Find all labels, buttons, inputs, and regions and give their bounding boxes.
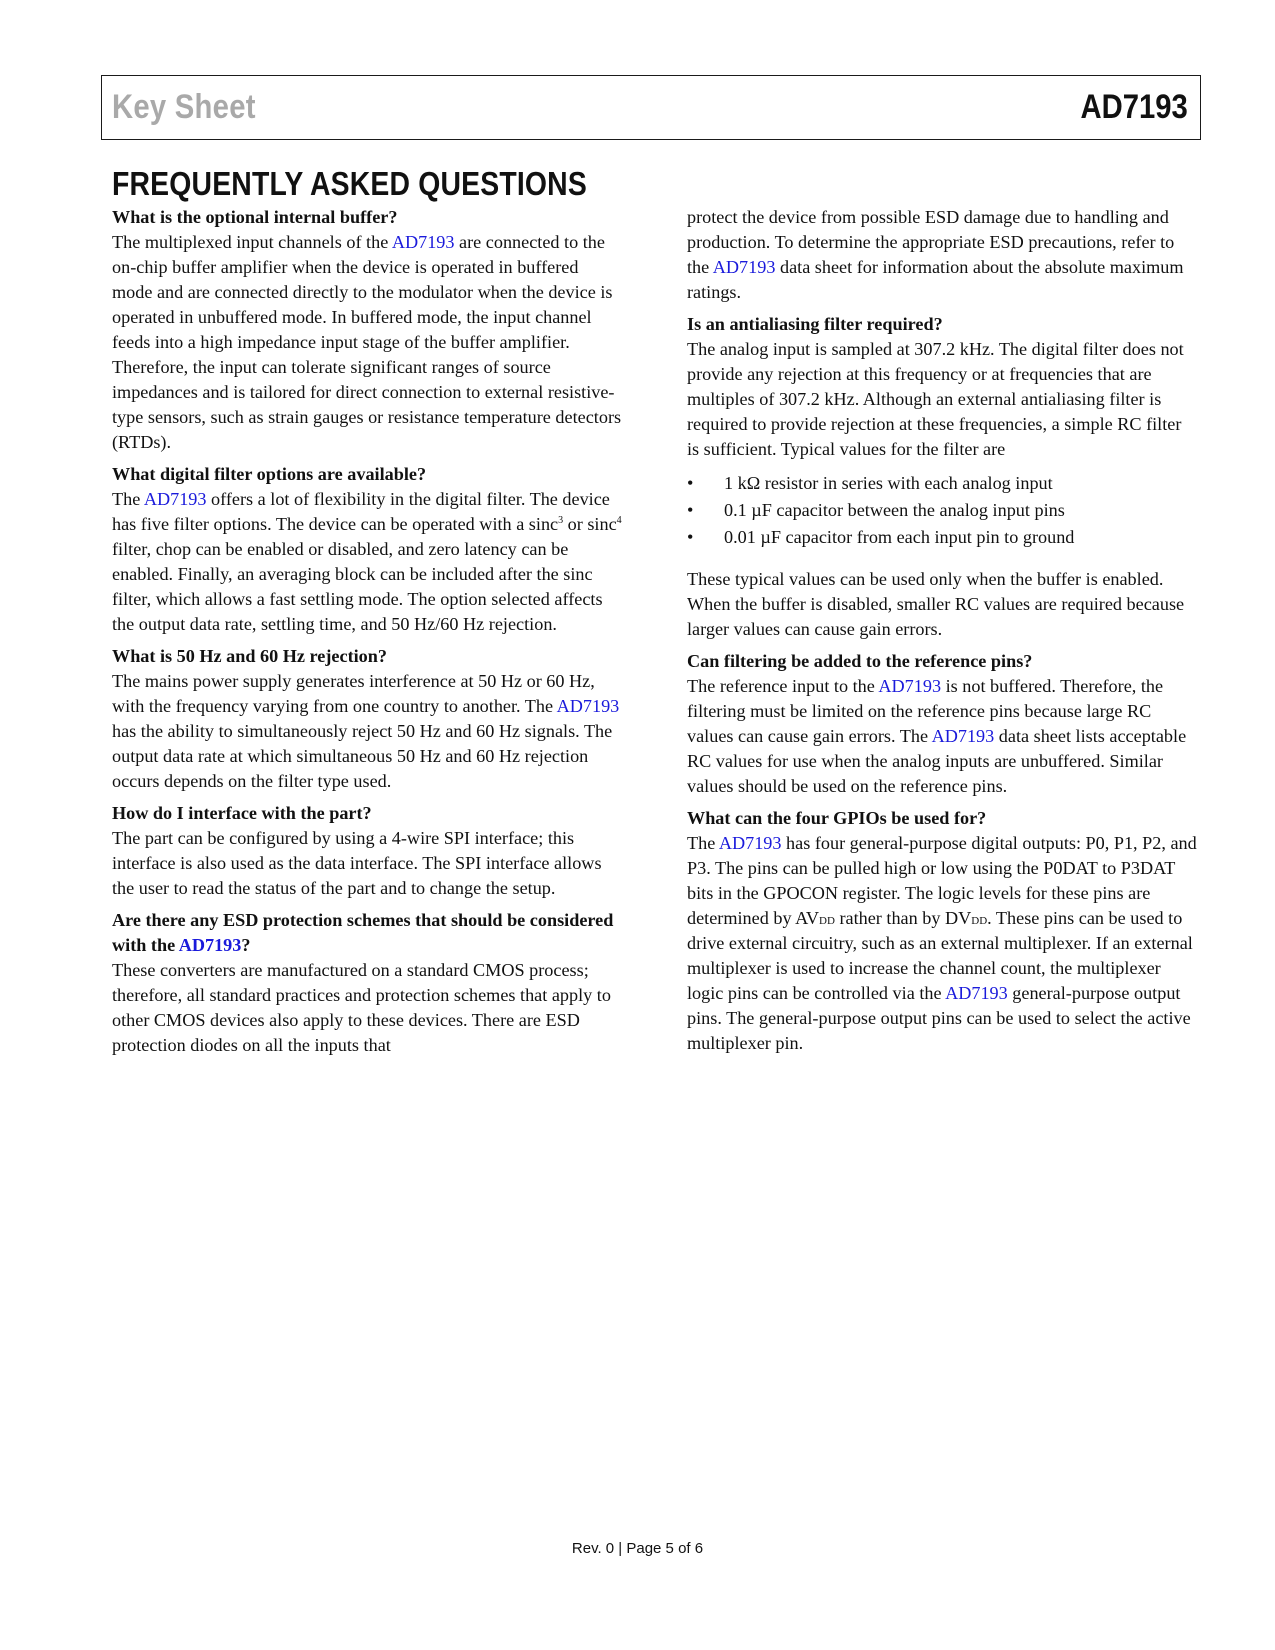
faq-question-reference: Can filtering be added to the reference pins? <box>687 651 1033 671</box>
list-item: • 1 kΩ resistor in series with each analog input <box>687 470 1197 497</box>
section-title: FREQUENTLY ASKED QUESTIONS <box>112 165 587 202</box>
faq-answer-esd-part2: protect the device from possible ESD damage due to handling and production. To determine the appropriate ESD precautions, refer to the AD7193 data sheet for information about the absolute maximum ratings. <box>687 207 1184 302</box>
list-item: • 0.01 µF capacitor from each input pin to ground <box>687 524 1197 551</box>
faq-answer-rejection: The mains power supply generates interference at 50 Hz or 60 Hz, with the frequency varying from one country to another. The AD7193 has the ability to simultaneously reject 50 Hz and 60 Hz signals. The output data rate at which simultaneous 50 Hz and 60 Hz rejection occurs depends on the filter type used. <box>112 671 620 791</box>
faq-question-esd: Are there any ESD protection schemes that should be considered with the AD7193? <box>112 910 614 955</box>
faq-question-antialiasing: Is an antialiasing filter required? <box>687 314 943 334</box>
faq-answer-antialiasing-note: These typical values can be used only when the buffer is enabled. When the buffer is disabled, smaller RC values are required because larger values can cause gain errors. <box>687 569 1185 639</box>
faq-question-filter: What digital filter options are available? <box>112 464 427 484</box>
faq-answer-interface: The part can be configured by using a 4-wire SPI interface; this interface is also used as the data interface. The SPI interface allows the user to read the status of the part and to change the setup. <box>112 828 602 898</box>
right-column <box>687 205 1197 1063</box>
bullet-icon: • <box>687 527 694 547</box>
ad7193-link[interactable]: AD7193 <box>718 833 782 853</box>
header-left-title: Key Sheet <box>112 88 256 126</box>
ad7193-link[interactable]: AD7193 <box>143 489 207 509</box>
faq-question-interface: How do I interface with the part? <box>112 803 372 823</box>
faq-answer-filter: The AD7193 offers a lot of flexibility in the digital filter. The device has five filter options. The device can be operated with a sinc$^3$ or sinc$^4$ filter, chop can be enabled or disabled, and zero latency can be enabled. Finally, an averaging block can be included after the sinc filter, which allows a fast settling mode. The option selected affects the output data rate, settling time, and 50 Hz/60 Hz rejection. <box>112 489 622 634</box>
page-footer: Rev. 0 | Page 5 of 6 <box>571 1540 704 1557</box>
left-column <box>112 205 622 1065</box>
bullet-icon: • <box>687 473 694 493</box>
faq-answer-reference: The reference input to the AD7193 is not buffered. Therefore, the filtering must be limited on the reference pins because large RC values can cause gain errors. The AD7193 data sheet lists acceptable RC values for use when the analog inputs are unbuffered. Similar values should be used on the reference pins. <box>687 676 1187 796</box>
header-part-number: AD7193 <box>1080 88 1188 126</box>
faq-answer-antialiasing: The analog input is sampled at 307.2 kHz. The digital filter does not provide any rejection at this frequency or at frequencies that are multiples of 307.2 kHz. Although an external antialiasing filter is required to provide rejection at these frequencies, a simple RC filter is sufficient. Typical values for the filter are <box>687 339 1184 459</box>
header-bar <box>101 75 1201 140</box>
ad7193-link[interactable]: AD7193 <box>712 257 776 277</box>
ad7193-link[interactable]: AD7193 <box>556 696 620 716</box>
ad7193-link[interactable]: AD7193 <box>178 935 242 955</box>
faq-answer-gpio: The AD7193 has four general-purpose digital outputs: P0, P1, P2, and P3. The pins can be pulled high or low using the P0DAT to P3DAT bits in the GPOCON register. The logic levels for these pins are determined by AVDD rather than by DVDD. These pins can be used to drive external circuitry, such as an external multiplexer. If an external multiplexer is used to increase the channel count, the multiplexer logic pins can be controlled via the AD7193 general-purpose output pins. The general-purpose output pins can be used to select the active multiplexer pin. <box>687 833 1197 1053</box>
faq-answer-buffer: The multiplexed input channels of the AD7193 are connected to the on-chip buffer amplifier when the device is operated in buffered mode and are connected directly to the modulator when the device is operated in unbuffered mode. In buffered mode, the input channel feeds into a high impedance input stage of the buffer amplifier. Therefore, the input can tolerate significant ranges of source impedances and is tailored for direct connection to external resistive-type sensors, such as strain gauges or resistance temperature detectors (RTDs). <box>112 232 622 452</box>
faq-question-gpio: What can the four GPIOs be used for? <box>687 808 987 828</box>
filter-values-list <box>687 470 1197 551</box>
ad7193-link[interactable]: AD7193 <box>391 232 455 252</box>
ad7193-link[interactable]: AD7193 <box>931 726 995 746</box>
list-item: • 0.1 µF capacitor between the analog input pins <box>687 497 1197 524</box>
bullet-icon: • <box>687 500 694 520</box>
faq-question-buffer: What is the optional internal buffer? <box>112 207 398 227</box>
ad7193-link[interactable]: AD7193 <box>945 983 1008 1003</box>
ad7193-link[interactable]: AD7193 <box>878 676 942 696</box>
faq-question-rejection: What is 50 Hz and 60 Hz rejection? <box>112 646 387 666</box>
faq-answer-esd-part1: These converters are manufactured on a standard CMOS process; therefore, all standard practices and protection schemes that apply to other CMOS devices also apply to these devices. There are ESD protection diodes on all the inputs that <box>112 960 611 1055</box>
